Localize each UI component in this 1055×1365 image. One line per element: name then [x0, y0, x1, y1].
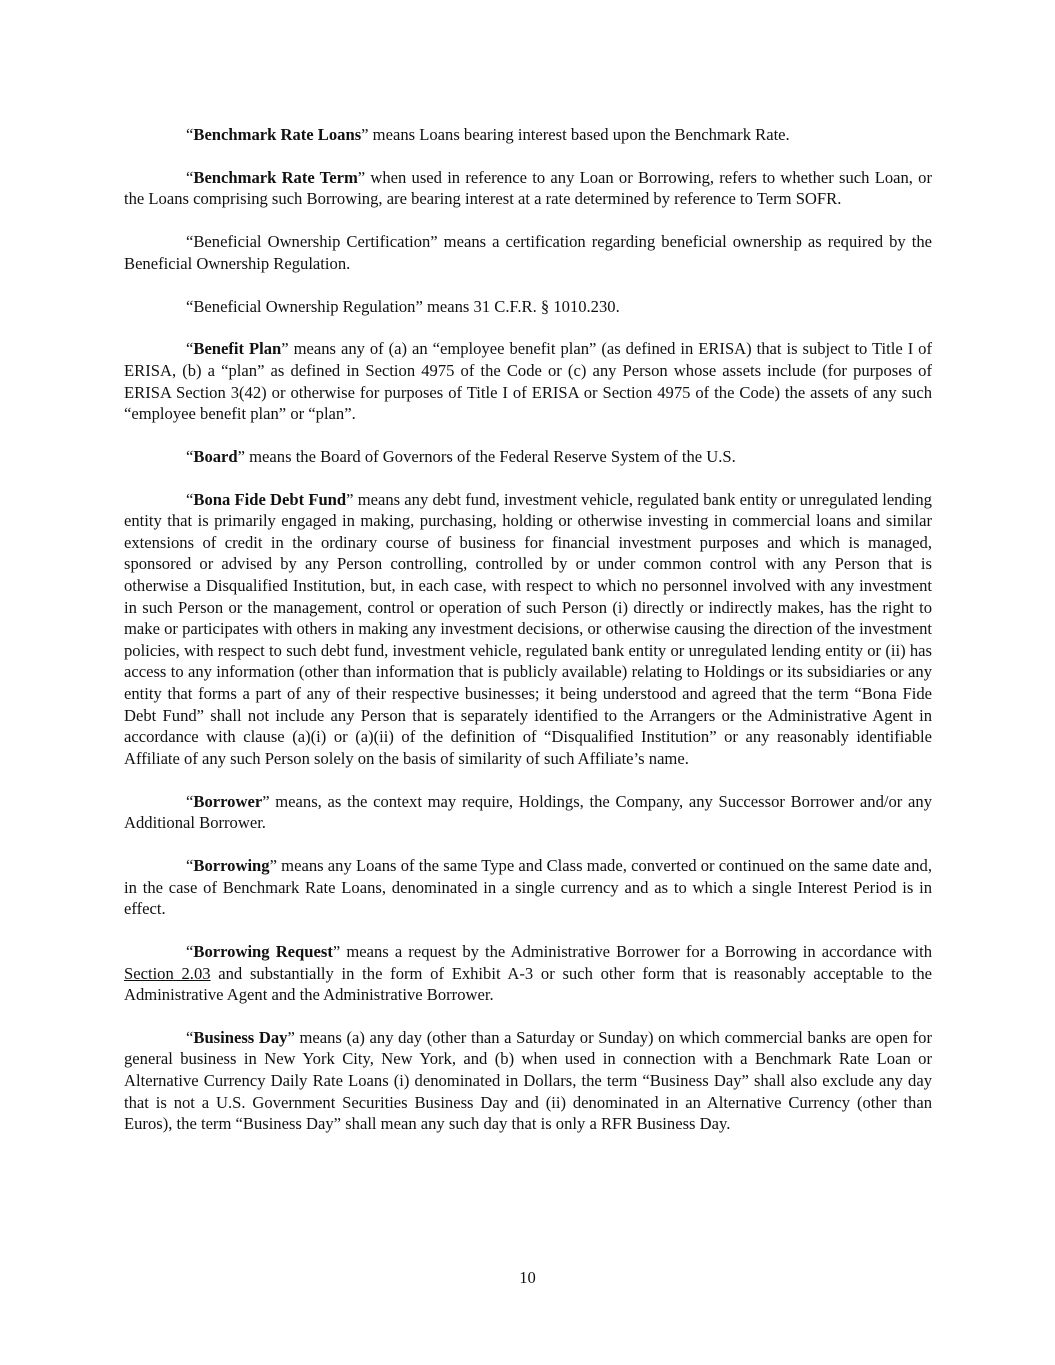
definition-bona-fide-debt-fund: “Bona Fide Debt Fund” means any debt fund, investment vehicle, regulated bank entity or unregulated lending entity that is primarily engaged in making, purchasing, holding or otherwise investing in commercial loans and similar extensions of credit in the ordinary course of business for financial investment purposes and which is managed, sponsored or advised by any Person controlling, controlled by or under common control with any Person that is otherwise a Disqualified Institution, but, in each case, with respect to which no personnel involved with any investment in such Person or the management, control or operation of such Person (i) directly or indirectly makes, has the right to make or participates with others in making any investment decisions, or otherwise causing the direction of the investment policies, with respect to such debt fund, investment vehicle, regulated bank entity or unregulated lending entity or (ii) has access to any information (other than information that is publicly available) relating to Holdings or its subsidiaries or any entity that forms a part of any of their respective businesses; it being understood and agreed that the term “Bona Fide Debt Fund” shall not include any Person that is separately identified to the Arrangers or the Administrative Agent in accordance with clause (a)(i) or (a)(ii) of the definition of “Disqualified Institution” or any reasonably identifiable Affiliate of any such Person solely on the basis of similarity of such Affiliate’s name. — [124, 489, 932, 768]
definition-text: and substantially in the form of Exhibit A-3 or such other form that is reasonably acceptable to the Administrative Agent and the Administrative Borrower. — [124, 963, 933, 1005]
definition-text: ” means any debt fund, investment vehicle, regulated bank entity or unregulated lending entity that is primarily engaged in making, purchasing, holding or otherwise investing in commercial loans and similar extensions of credit in the ordinary course of business for financial investment purposes and which is managed, sponsored or advised by any Person controlling, controlled by or under common control with any Person that is otherwise a Disqualified Institution, but, in each case, with respect to which no personnel involved with any investment in such Person or the management, control or operation of such Person (i) directly or indirectly makes, has the right to make or participates with others in making any investment decisions, or otherwise causing the direction of the investment policies, with respect to such debt fund, investment vehicle, regulated bank entity or unregulated lending entity or (ii) has access to any information (other than information that is publicly available) relating to Holdings or its subsidiaries or any entity that forms a part of any of their respective businesses; it being understood and agreed that the term “Bona Fide Debt Fund” shall not include any Person that is separately identified to the Arrangers or the Administrative Agent in accordance with clause (a)(i) or (a)(ii) of the definition of “Disqualified Institution” or any reasonably identifiable Affiliate of any such Person solely on the basis of similarity of such Affiliate’s name. — [124, 489, 932, 768]
defined-term: Business Day — [193, 1027, 288, 1047]
defined-term: Borrowing Request — [193, 941, 333, 961]
definition-borrowing-request: “Borrowing Request” means a request by the Administrative Borrower for a Borrowing in accordance with Section 2.03 and substantially in the form of Exhibit A-3 or such other form that is reasonably acceptable to the Administrative Agent and the Administrative Borrower. — [124, 941, 933, 1005]
page-number: 10 — [519, 1268, 536, 1287]
definition-board: “Board” means the Board of Governors of the Federal Reserve System of the U.S. — [186, 446, 736, 466]
definition-text: ” when used in reference to any Loan or Borrowing, refers to whether such Loan, or the Loans comprising such Borrowing, are bearing interest at a rate determined by reference to Term SOFR. — [124, 167, 932, 209]
definition-borrowing: “Borrowing” means any Loans of the same Type and Class made, converted or continued on the same date and, in the case of Benchmark Rate Loans, denominated in a single currency and as to which a single Interest Period is in effect. — [124, 855, 932, 919]
defined-term: Bona Fide Debt Fund — [193, 489, 347, 509]
definition-benchmark-rate-loans: “Benchmark Rate Loans” means Loans bearing interest based upon the Benchmark Rate. — [186, 125, 790, 144]
definition-text: ” means any Loans of the same Type and Class made, converted or continued on the same date and, in the case of Benchmark Rate Loans, denominated in a single currency and as to which a single Interest Period is in effect. — [124, 855, 932, 919]
definition-text: “Beneficial Ownership Certification” means a certification regarding beneficial ownership as required by the Beneficial Ownership Regulation. — [124, 232, 932, 273]
document-page — [124, 124, 932, 1156]
defined-term: Benchmark Rate Term — [193, 167, 358, 187]
defined-term: Board — [193, 446, 238, 466]
definition-text: ” means any of (a) an “employee benefit plan” (as defined in ERISA) that is subject to Title I of ERISA, (b) a “plan” as defined in Section 4975 of the Code or (c) any Person whose assets include (for purposes of ERISA Section 3(42) or otherwise for purposes of Title I of ERISA or Section 4975 of the Code) the assets of any such “employee benefit plan” or “plan”. — [124, 339, 933, 424]
section-reference-link[interactable]: Section 2.03 — [124, 963, 211, 983]
definition-beneficial-ownership-regulation — [124, 296, 932, 318]
defined-term: Benchmark Rate Loans — [193, 125, 362, 144]
definition-benchmark-rate-term: “Benchmark Rate Term” when used in reference to any Loan or Borrowing, refers to whether such Loan, or the Loans comprising such Borrowing, are bearing interest at a rate determined by reference to Term SOFR. — [124, 167, 932, 209]
definition-text: “Beneficial Ownership Regulation” means 31 C.F.R. § 1010.230. — [186, 296, 620, 316]
definition-beneficial-ownership-certification — [124, 231, 932, 274]
definition-text: ” means the Board of Governors of the Federal Reserve System of the U.S. — [237, 446, 736, 466]
definition-borrower: “Borrower” means, as the context may require, Holdings, the Company, any Successor Borrower and/or any Additional Borrower. — [124, 791, 932, 833]
definition-benefit-plan: “Benefit Plan” means any of (a) an “employee benefit plan” (as defined in ERISA) that is subject to Title I of ERISA, (b) a “plan” as defined in Section 4975 of the Code or (c) any Person whose assets include (for purposes of ERISA Section 3(42) or otherwise for purposes of Title I of ERISA or Section 4975 of the Code) the assets of any such “employee benefit plan” or “plan”. — [124, 339, 933, 424]
defined-term: Borrowing — [193, 855, 270, 875]
definition-text-before-link: ” means a request by the Administrative Borrower for a Borrowing in accordance with — [332, 941, 933, 961]
defined-term: Benefit Plan — [193, 339, 282, 359]
defined-term: Borrower — [193, 791, 263, 811]
definition-text: ” means, as the context may require, Holdings, the Company, any Successor Borrower and/or any Additional Borrower. — [124, 791, 932, 833]
definition-text: ” means (a) any day (other than a Saturday or Sunday) on which commercial banks are open for general business in New York City, New York, and (b) when used in connection with a Benchmark Rate Loan or Alternative Currency Daily Rate Loans (i) denominated in Dollars, the term “Business Day” shall also exclude any day that is not a U.S. Government Securities Business Day and (ii) denominated in an Alternative Currency (other than Euros), the term “Business Day” shall mean any such day that is only a RFR Business Day. — [124, 1027, 932, 1134]
definition-business-day: “Business Day” means (a) any day (other than a Saturday or Sunday) on which commercial banks are open for general business in New York City, New York, and (b) when used in connection with a Benchmark Rate Loan or Alternative Currency Daily Rate Loans (i) denominated in Dollars, the term “Business Day” shall also exclude any day that is not a U.S. Government Securities Business Day and (ii) denominated in an Alternative Currency (other than Euros), the term “Business Day” shall mean any such day that is only a RFR Business Day. — [124, 1027, 932, 1134]
definition-text: ” means Loans bearing interest based upon the Benchmark Rate. — [361, 125, 790, 144]
